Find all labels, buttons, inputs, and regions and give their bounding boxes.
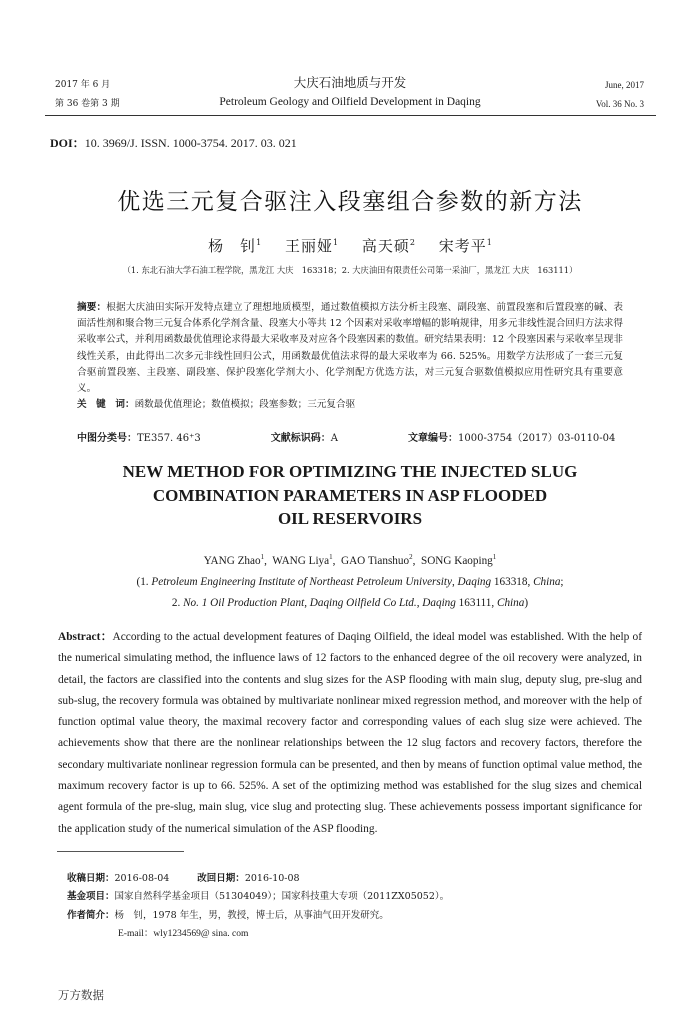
fund-value: 国家自然科学基金项目（51304049）；国家科技重大专项（2011ZX05052）。 xyxy=(114,891,450,903)
article-no-label: 文章编号： xyxy=(408,433,459,444)
affiliation-en-1: (1. Petroleum Engineering Institute of Northeast Petroleum University, Daqing 163318, China; xyxy=(136,576,564,588)
author-cn: 杨 钊$^1$ xyxy=(208,237,262,255)
author-en: SONG Kaoping xyxy=(420,555,493,567)
clc-value: TE357. 46⁺3 xyxy=(137,433,201,444)
author-cn: 高天硕$^2$ xyxy=(361,237,415,255)
received-date: 2016-08-04 xyxy=(114,873,170,884)
abstract-en-label: Abstract： xyxy=(58,631,113,643)
author-email: E-mail：wly1234569@ sina. com xyxy=(118,929,249,940)
keywords-cn-text: 函数最优值理论；数值模拟；段塞参数；三元复合驱 xyxy=(134,399,356,411)
title-en-line: COMBINATION PARAMETERS IN ASP FLOODED xyxy=(152,485,548,505)
header-issue-cn: 第 36 卷第 3 期 xyxy=(55,99,120,109)
header-issue-en: Vol. 36 No. 3 xyxy=(595,99,644,109)
keywords-cn-label: 关 键 词： xyxy=(77,399,135,411)
author-en: GAO Tianshuo xyxy=(341,555,410,567)
dates-line xyxy=(67,870,449,888)
paper-title-cn: 优选三元复合驱注入段塞组合参数的新方法 xyxy=(117,189,583,215)
header-right xyxy=(596,76,644,114)
keywords-cn xyxy=(77,397,623,413)
header-divider xyxy=(45,115,656,116)
article-no-value: 1000-3754（2017）03-0110-04 xyxy=(458,433,616,444)
revised-date: 2016-10-08 xyxy=(244,873,300,884)
affiliation-en-2: 2. No. 1 Oil Production Plant, Daqing Oilfield Co Ltd., Daqing 163111, China) xyxy=(171,597,529,609)
fund-line xyxy=(67,888,449,906)
header-date-en: June, 2017 xyxy=(605,80,644,90)
author-cn: 宋考平$^1$ xyxy=(438,237,492,255)
header-left xyxy=(55,76,120,114)
doi-label: DOI xyxy=(50,136,73,150)
author-en: WANG Liya xyxy=(272,555,330,567)
abstract-cn-text: 根据大庆油田实际开发特点建立了理想地质模型，通过数值模拟方法分析主段塞、副段塞、前置段塞和后置段塞的碱、表面活性剂和聚合物三元复合体系化学剂含量、段塞大小等共 12 个因素对采收率增幅的影响规律，用多元非线性混合回归方法求得采收率公式，并利用函数最优值理论求得最大采收率及对应各个段塞因素的数值。研究结果表明：12 个段塞因素与采收率呈现非线性关系，由此得出二次多元非线性回归公式，用函数最优值法求得的最大采收率为 66. 525%。用数学方法形成了一套三元复合驱前置段塞、主段塞、副段塞、保护段塞化学剂大小、化学剂配方优选方法，对三元复合驱数值模拟应用性研究具有重要意义。 xyxy=(77,302,624,395)
bio-label: 作者简介： xyxy=(67,909,115,921)
footnote-divider xyxy=(57,851,184,852)
title-en-line: OIL RESERVOIRS xyxy=(277,509,423,528)
author-cn: 王丽娅$^1$ xyxy=(285,237,339,255)
authors-en: YANG Zhao$^1$, WANG Liya$^1$, GAO Tianshuo$^2$, SONG Kaoping$^1$ xyxy=(203,553,497,567)
wanfang-watermark: 万方数据 xyxy=(58,988,104,1002)
abstract-cn-label: 摘要： xyxy=(77,302,107,313)
doc-code-label: 文献标识码： xyxy=(270,433,331,444)
bio-line xyxy=(67,907,449,925)
journal-name-en: Petroleum Geology and Oilfield Development in Daqing xyxy=(219,96,481,108)
footnotes xyxy=(67,870,449,944)
author-en: YANG Zhao xyxy=(203,555,261,567)
fund-label: 基金项目： xyxy=(67,891,115,903)
header-journal xyxy=(150,74,550,112)
title-en-line: NEW METHOD FOR OPTIMIZING THE INJECTED SLUG xyxy=(122,462,578,481)
revised-label: 改回日期： xyxy=(197,873,245,884)
authors-en-block xyxy=(60,547,640,614)
clc-label: 中图分类号： xyxy=(77,433,137,444)
journal-name-cn: 大庆石油地质与开发 xyxy=(293,75,407,90)
affiliation-cn: （1. 东北石油大学石油工程学院，黑龙江 大庆 163318；2. 大庆油田有限责任公司第一采油厂，黑龙江 大庆 163111） xyxy=(122,265,578,275)
abstract-en-text: According to the actual development features of Daqing Oilfield, the ideal model was established. With the help of the numerical simulating method, the influence laws of 12 factors to the enhanced degree of the oil recovery were analyzed, in detail, the factors are classified into the contents and slug sizes for the ASP flooding with main slug, deputy slug, pre-slug and sub-slug, the recovery formula was obtained by multivariate nonlinear mixed regression method, and moreover with the help of function optimal value theory, the maximal recovery factor and corresponding values of each slug size were achieved. The achievements show that there are the nonlinear relationships between the 12 slug factors and recovery factors, therefore the secondary multivariate nonlinear regression formula can be presented, and then by means of function optimal value method, the maximum recovery factor is up to 66. 525%. A set of the optimizing method was established for the slug sizes and chemical agent formula of the pre-slug, main slug, vice slug and protecting slug. These achievements possess important significance for the application study of the numerical simulation of the ASP flooding. xyxy=(58,631,642,835)
doc-code-value: A xyxy=(330,433,339,444)
abstract-cn xyxy=(77,300,623,413)
classification-row xyxy=(77,429,615,444)
abstract-en xyxy=(58,627,642,840)
paper-title-en xyxy=(60,460,640,531)
header-date-cn: 2017 年 6 月 xyxy=(55,80,111,90)
bio-value: 杨 钊，1978 年生，男，教授，博士后，从事油气田开发研究。 xyxy=(114,909,389,921)
doi-line: DOI：10. 3969/J. ISSN. 1000-3754. 2017. 03. 021 xyxy=(50,136,297,150)
received-label: 收稿日期： xyxy=(67,873,115,884)
doi-value: 10. 3969/J. ISSN. 1000-3754. 2017. 03. 021 xyxy=(84,136,297,150)
authors-cn xyxy=(50,235,650,256)
